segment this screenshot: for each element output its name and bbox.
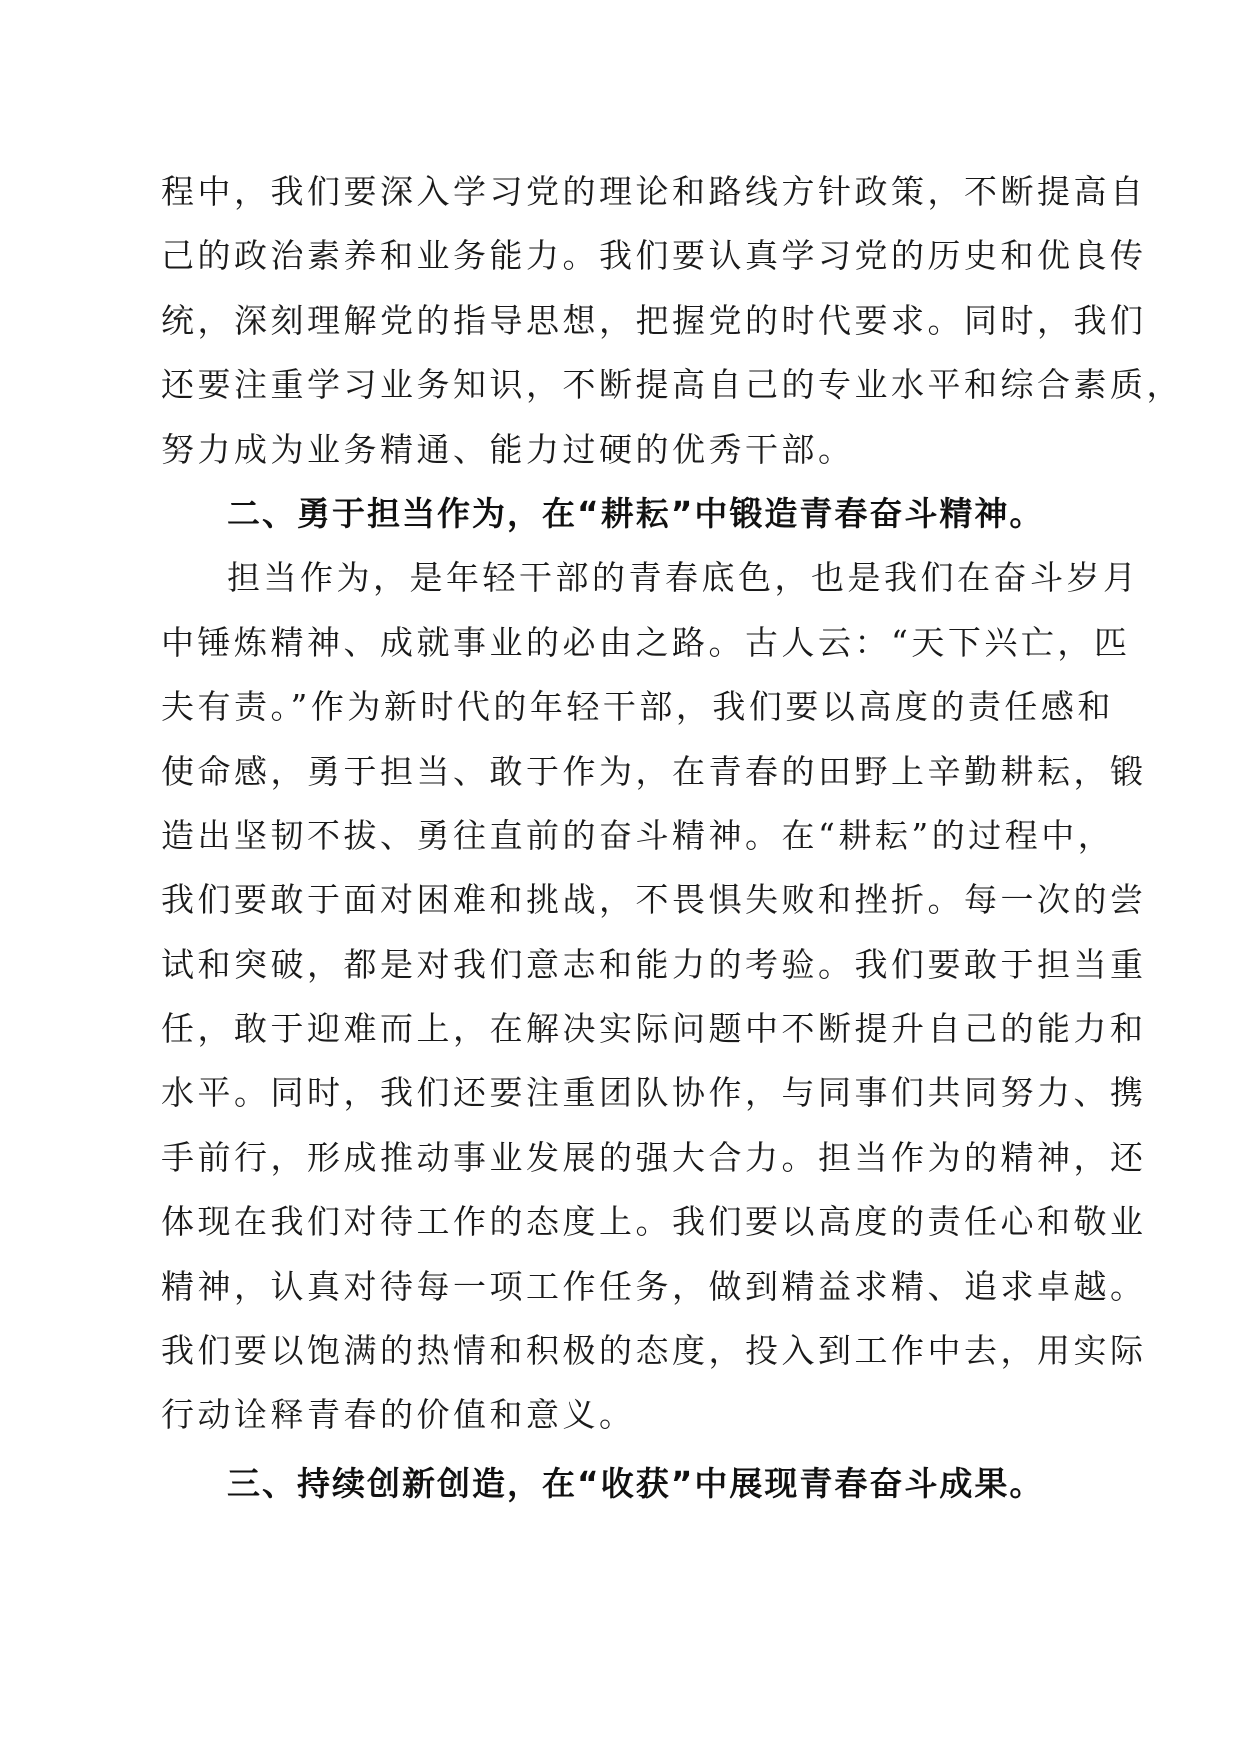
text-line: 统，深刻理解党的指导思想，把握党的时代要求。同时，我们	[161, 300, 1147, 340]
text-line: 水平。同时，我们还要注重团队协作，与同事们共同努力、携	[161, 1073, 1147, 1113]
text-line: 精神，认真对待每一项工作任务，做到精益求精、追求卓越。	[161, 1266, 1147, 1306]
text-line: 我们要敢于面对困难和挑战，不畏惧失败和挫折。每一次的尝	[161, 880, 1147, 920]
text-line: 体现在我们对待工作的态度上。我们要以高度的责任心和敬业	[161, 1202, 1147, 1242]
text-line: 己的政治素养和业务能力。我们要认真学习党的历史和优良传	[161, 236, 1147, 276]
text-line: 使命感，勇于担当、敢于作为，在青春的田野上辛勤耕耘，锻	[161, 751, 1147, 791]
text-line: 担当作为，是年轻干部的青春底色，也是我们在奋斗岁月	[227, 558, 1140, 598]
text-line: 行动诠释青春的价值和意义。	[161, 1395, 636, 1435]
text-line: 还要注重学习业务知识，不断提高自己的专业水平和综合素质，	[161, 365, 1183, 405]
text-line: 努力成为业务精通、能力过硬的优秀干部。	[161, 429, 855, 469]
text-line: 手前行，形成推动事业发展的强大合力。担当作为的精神，还	[161, 1137, 1147, 1177]
section-two-heading: 二、勇于担当作为，在“耕耘”中锻造青春奋斗精神。	[227, 493, 1045, 533]
section-three-heading: 三、持续创新创造，在“收获”中展现青春奋斗成果。	[227, 1463, 1045, 1503]
text-line: 任，敢于迎难而上，在解决实际问题中不断提升自己的能力和	[161, 1009, 1147, 1049]
document-body	[161, 160, 1183, 1516]
text-line: 造出坚韧不拔、勇往直前的奋斗精神。在“耕耘”的过程中，	[161, 815, 1115, 855]
text-line: 我们要以饱满的热情和积极的态度，投入到工作中去，用实际	[161, 1331, 1147, 1371]
text-line: 夫有责。”作为新时代的年轻干部，我们要以高度的责任感和	[161, 687, 1114, 727]
text-line: 试和突破，都是对我们意志和能力的考验。我们要敢于担当重	[161, 944, 1147, 984]
text-line: 中锤炼精神、成就事业的必由之路。古人云：“天下兴亡，匹	[161, 622, 1131, 662]
text-line: 程中，我们要深入学习党的理论和路线方针政策，不断提高自	[161, 172, 1147, 211]
